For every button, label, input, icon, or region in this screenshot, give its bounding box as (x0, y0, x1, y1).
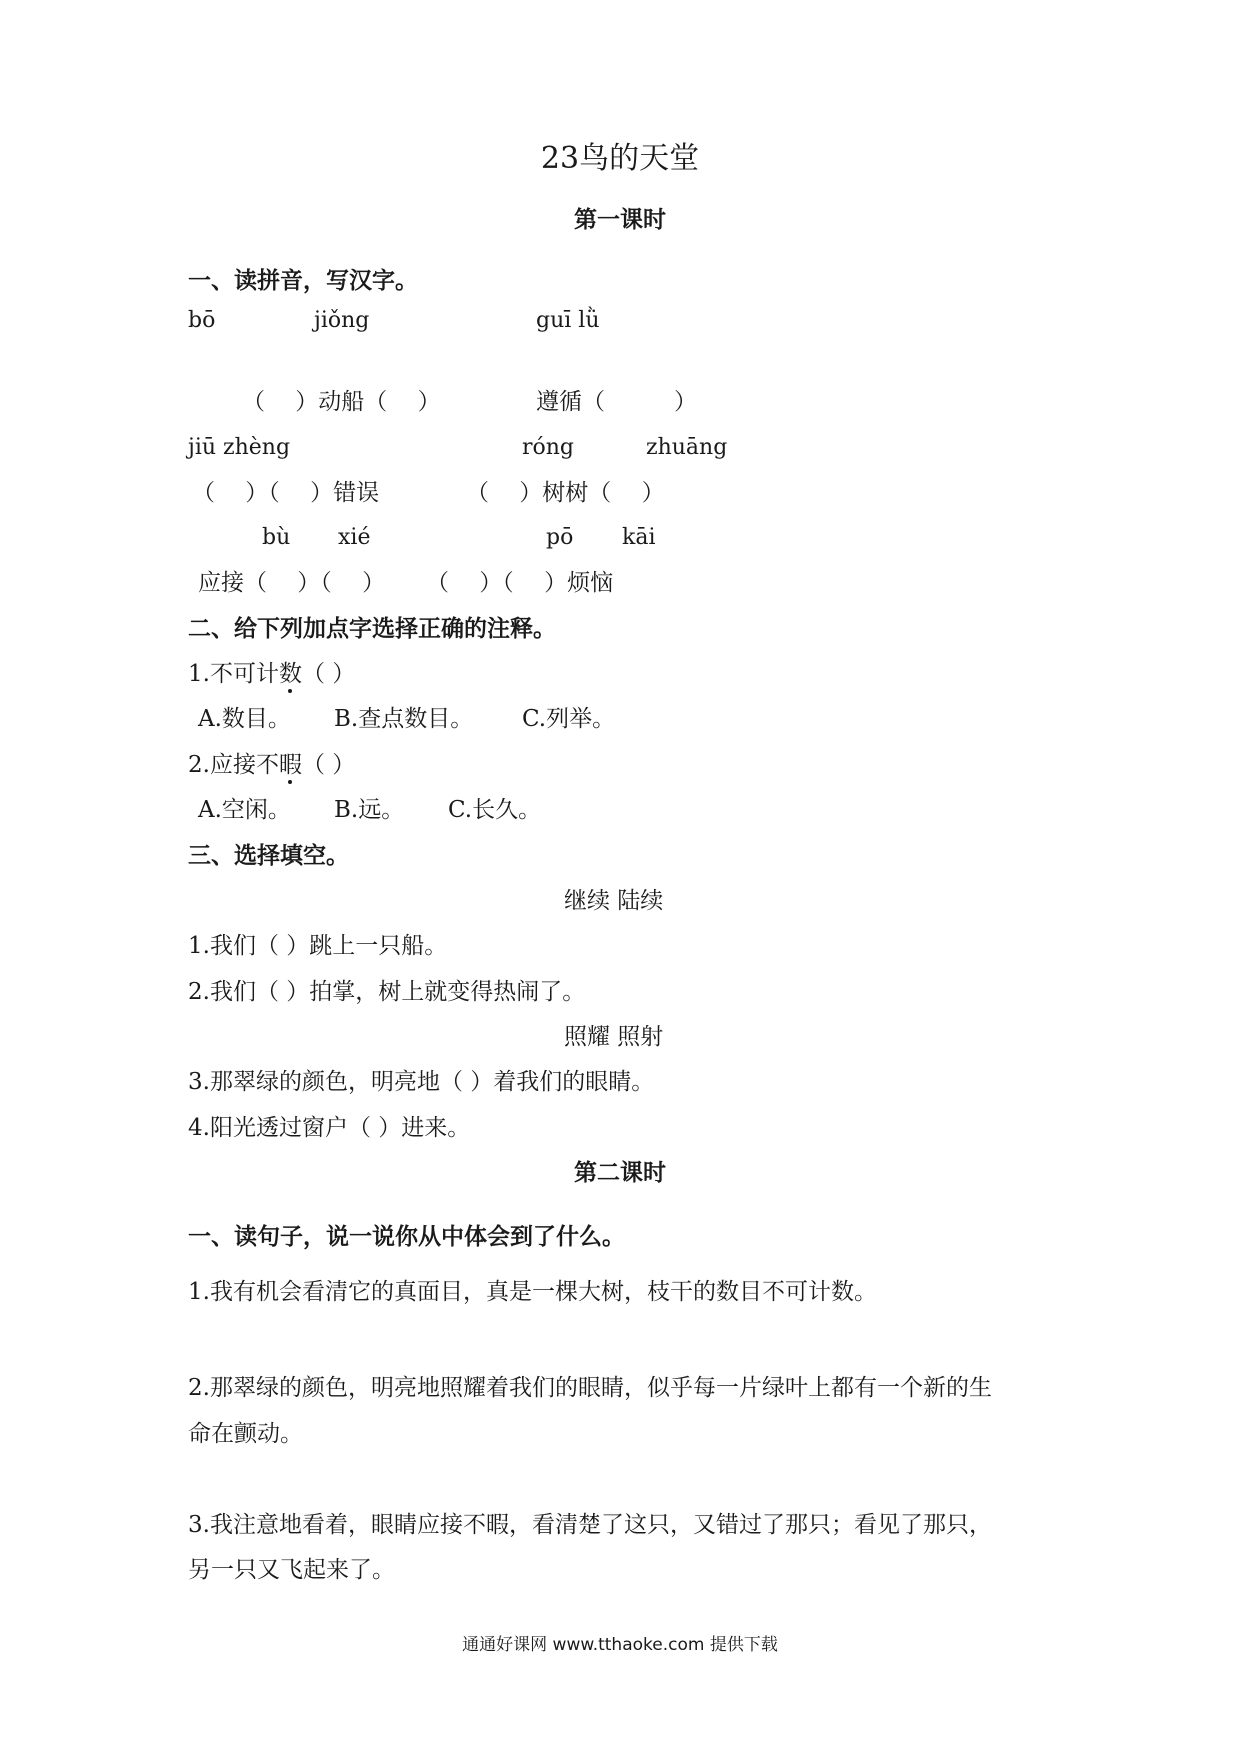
q2-item1-option-c: C.列举。 (522, 706, 616, 732)
pinyin-xie: xié (338, 525, 371, 550)
q2-item2-option-c: C.长久。 (448, 797, 542, 823)
word-blank-zun-xun: 遵循（ ） (536, 389, 697, 415)
lesson2-item3-line1: 3.我注意地看着，眼睛应接不暇，看清楚了这只，又错过了那只；看见了那只， (188, 1512, 992, 1538)
word-blank-cuo-wu: （ ）（ ）错误 (192, 480, 380, 506)
lesson1-q1-heading: 一、读拼音，写汉字。 (188, 268, 418, 294)
pinyin-gui-lv: guī lǜ (536, 308, 600, 333)
footer-credit: 通通好课网 www.tthaoke.com 提供下载 (462, 1635, 778, 1655)
dotted-char-shu: 数 (278, 661, 302, 687)
word-choice-group1: 继续 陆续 (564, 888, 664, 914)
q2-item2-option-a: A.空闲。 (198, 797, 291, 823)
pinyin-jiong: jiǒng (314, 308, 370, 333)
q3-item1: 1.我们（ ）跳上一只船。 (188, 933, 448, 959)
q3-item2: 2.我们（ ）拍掌，树上就变得热闹了。 (188, 979, 586, 1005)
lesson2-heading: 第二课时 (574, 1160, 666, 1186)
pinyin-bu: bù (262, 525, 291, 550)
word-choice-group2: 照耀 照射 (564, 1024, 664, 1050)
pinyin-zhuang: zhuāng (646, 435, 728, 460)
q2-item2-option-b: B.远。 (334, 797, 405, 823)
q2-item1-option-a: A.数目。 (198, 706, 291, 732)
lesson2-item1: 1.我有机会看清它的真面目，真是一棵大树，枝干的数目不可计数。 (188, 1279, 877, 1305)
pinyin-jiu-zheng: jiū zhèng (188, 435, 291, 460)
lesson2-item3-line2: 另一只又飞起来了。 (188, 1557, 395, 1583)
word-blank-fan-nao: （ ）（ ）烦恼 (426, 570, 614, 596)
lesson2-item2-line1: 2.那翠绿的颜色，明亮地照耀着我们的眼睛，似乎每一片绿叶上都有一个新的生 (188, 1375, 992, 1401)
q3-item4: 4.阳光透过窗户（ ）进来。 (188, 1115, 471, 1141)
q3-item3: 3.那翠绿的颜色，明亮地（ ）着我们的眼睛。 (188, 1069, 655, 1095)
lesson1-q2-heading: 二、给下列加点字选择正确的注释。 (188, 616, 556, 642)
pinyin-rong: róng (522, 435, 575, 460)
q2-item1-option-b: B.查点数目。 (334, 706, 474, 732)
lesson1-heading: 第一课时 (574, 207, 666, 233)
pinyin-po: pō (546, 525, 574, 550)
q2-item2: 2.应接不暇（ ） (188, 752, 356, 778)
lesson2-q1-heading: 一、读句子，说一说你从中体会到了什么。 (188, 1224, 625, 1250)
word-blank-ying-jie: 应接（ ）（ ） (198, 570, 386, 596)
dotted-char-xia: 暇 (278, 752, 302, 778)
pinyin-bo: bō (188, 308, 216, 333)
q2-item1: 1.不可计数（ ） (188, 661, 356, 687)
word-blank-shu-shu: （ ）树树（ ） (466, 480, 665, 506)
pinyin-kai: kāi (622, 525, 656, 550)
lesson2-item2-line2: 命在颤动。 (188, 1421, 303, 1447)
lesson1-q3-heading: 三、选择填空。 (188, 843, 349, 869)
page-title: 23鸟的天堂 (540, 141, 700, 176)
word-blank-dong-chuan: （ ）动船（ ） (242, 389, 441, 415)
